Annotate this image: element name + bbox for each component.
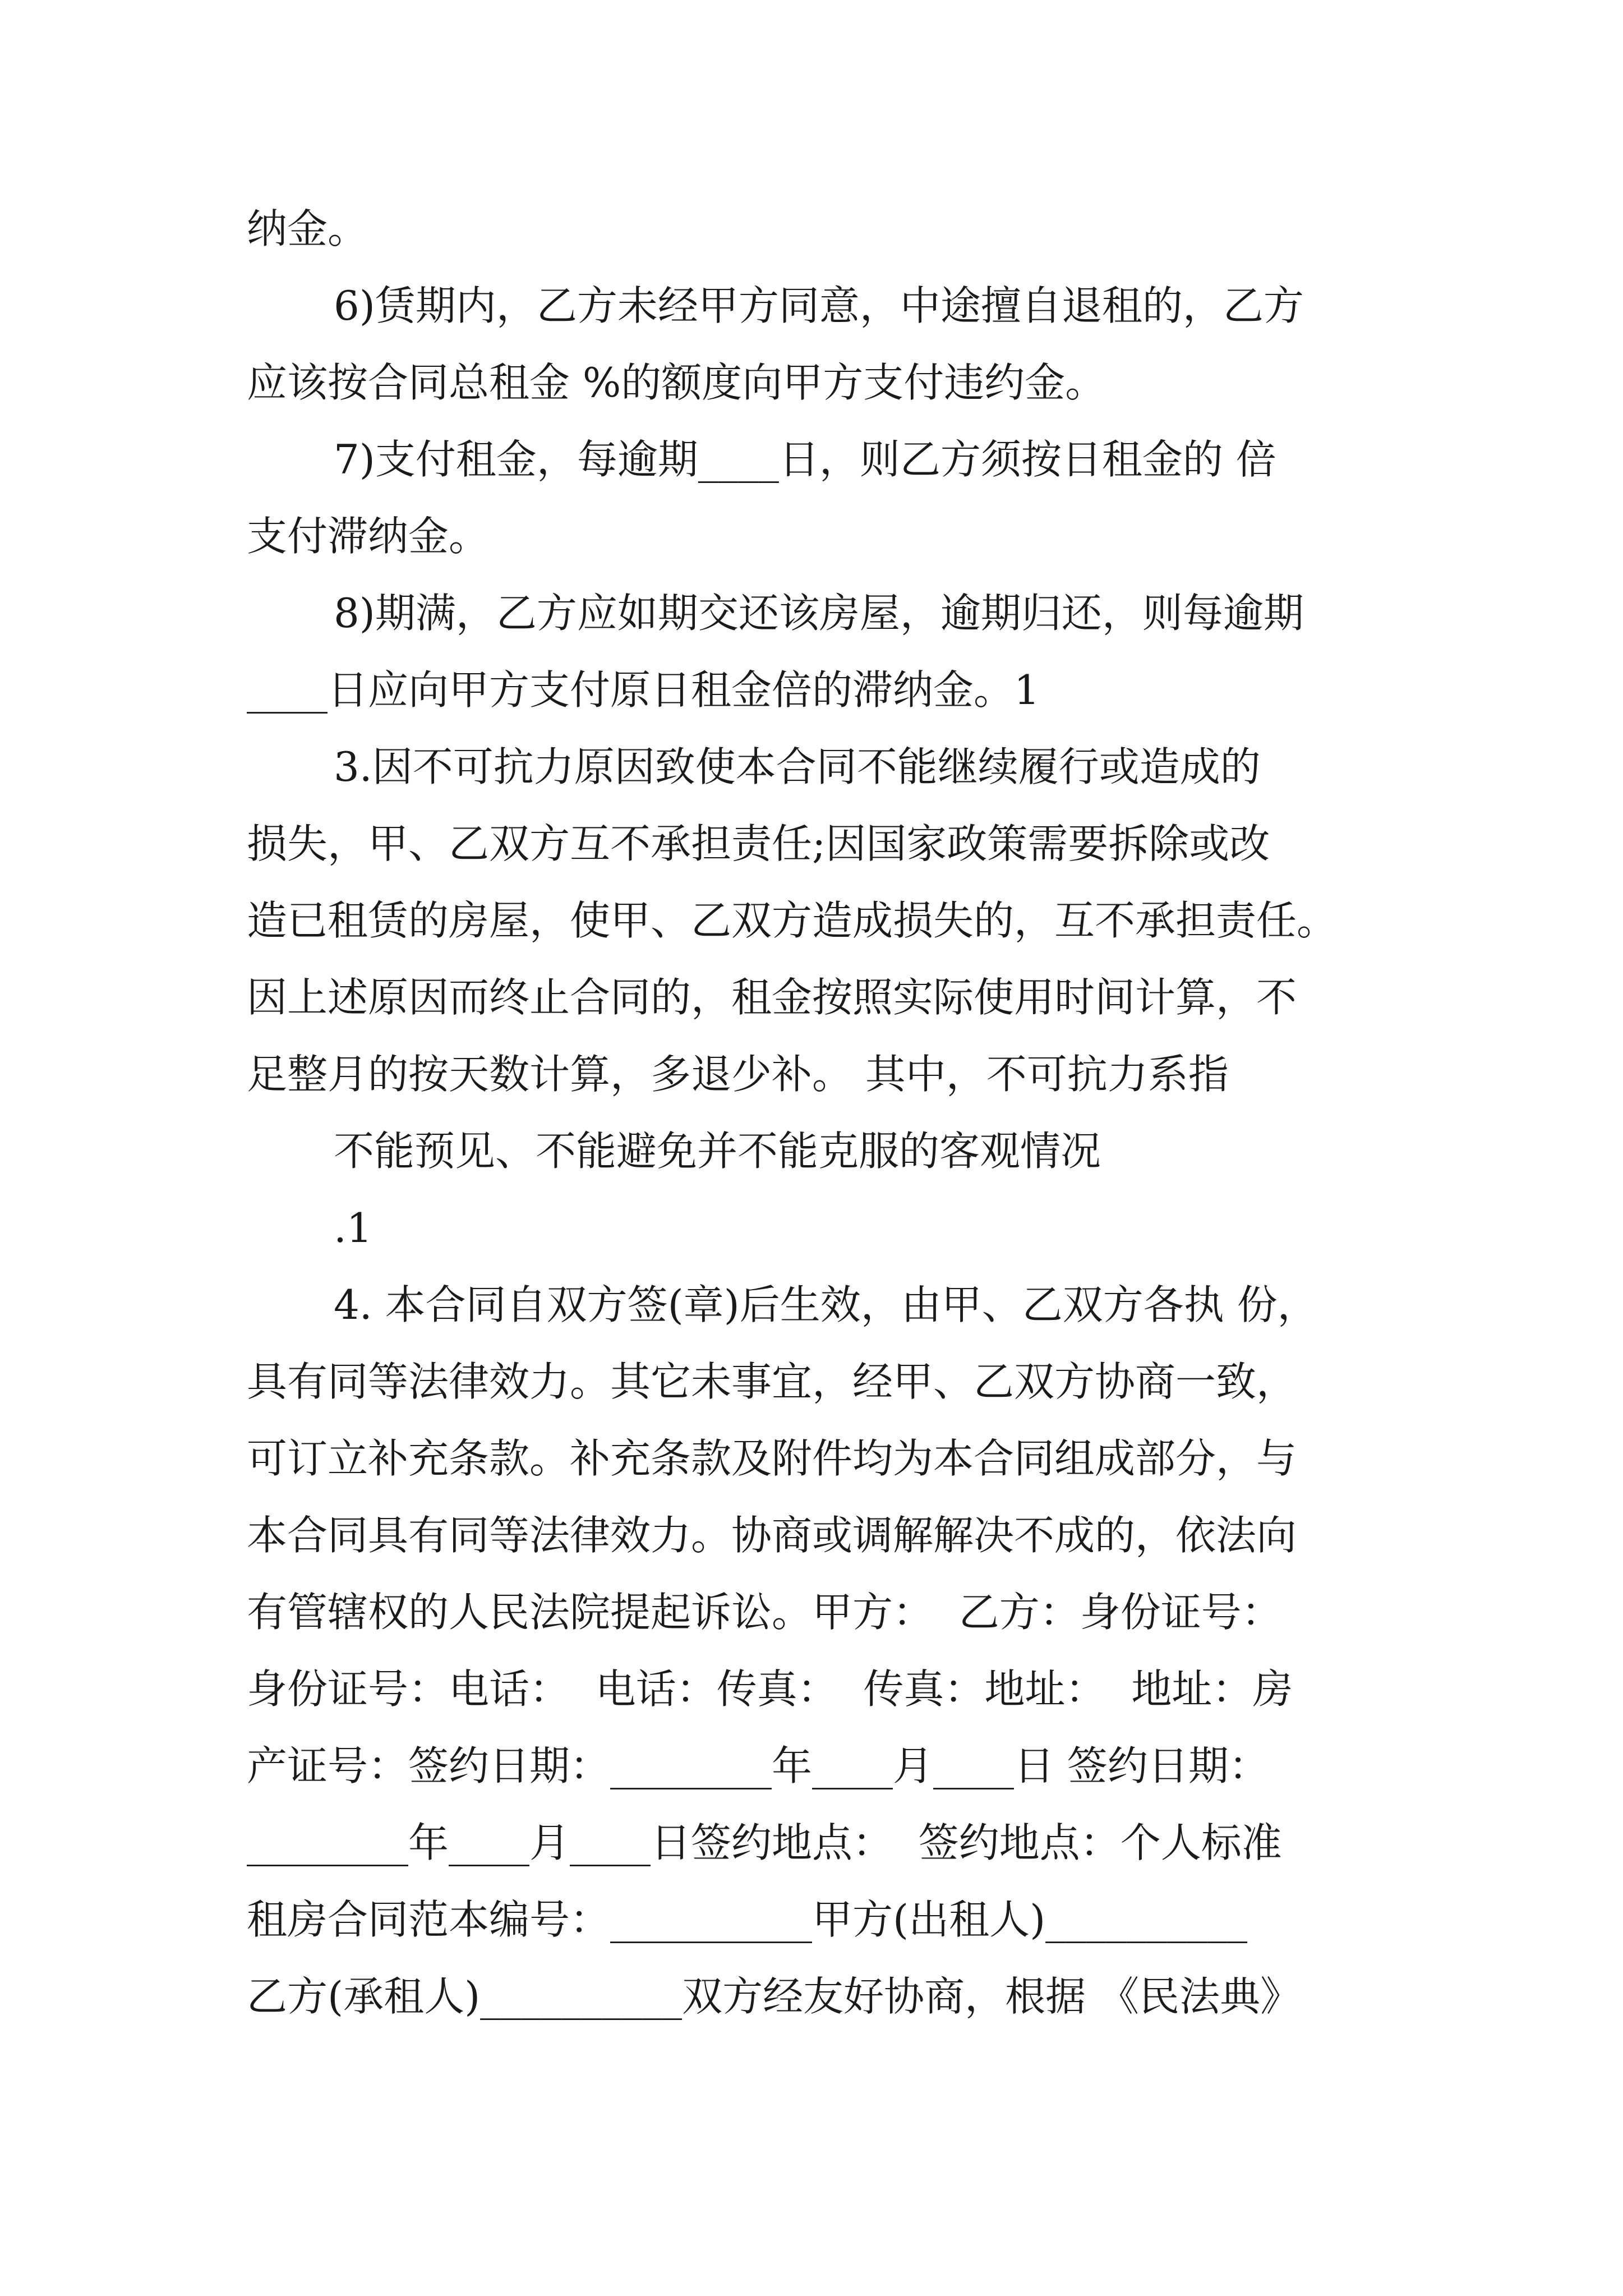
text-line: 造已租赁的房屋，使甲、乙双方造成损失的，互不承担责任。 — [247, 897, 1338, 944]
text-line: 损失，甲、乙双方互不承担责任;因国家政策需要拆除或改 — [247, 820, 1270, 867]
text-line: 7)支付租金，每逾期____日，则乙方须按日租金的 倍 — [334, 436, 1276, 483]
text-line: 有管辖权的人民法院提起诉讼。甲方： 乙方：身份证号： — [247, 1589, 1282, 1636]
text-line: 因上述原因而终止合同的，租金按照实际使用时间计算，不 — [247, 974, 1297, 1021]
text-line: 不能预见、不能避免并不能克服的客观情况 — [334, 1128, 1101, 1175]
text-line: 8)期满，乙方应如期交还该房屋，逾期归还，则每逾期 — [334, 590, 1304, 637]
text-line: 应该按合同总租金 %的额度向甲方支付违约金。 — [247, 359, 1106, 406]
text-line: .1 — [334, 1204, 372, 1251]
text-line: 6)赁期内，乙方未经甲方同意，中途擅自退租的，乙方 — [334, 282, 1304, 329]
text-line: ____日应向甲方支付原日租金倍的滞纳金。1 — [247, 666, 1040, 714]
text-line: 纳金。 — [247, 205, 368, 252]
text-line: 3.因不可抗力原因致使本合同不能继续履行或造成的 — [334, 743, 1261, 790]
text-line: 足整月的按天数计算，多退少补。 其中，不可抗力系指 — [247, 1051, 1229, 1098]
text-line: ________年____月____日签约地点： 签约地点：个人标准 — [247, 1819, 1282, 1866]
text-line: 身份证号：电话： 电话：传真： 传真：地址： 地址：房 — [247, 1665, 1293, 1713]
text-line: 可订立补充条款。补充条款及附件均为本合同组成部分，与 — [247, 1435, 1297, 1482]
text-line: 4. 本合同自双方签(章)后生效，由甲、乙双方各执 份， — [334, 1281, 1318, 1328]
text-line: 产证号：签约日期：________年____月____日 签约日期： — [247, 1742, 1269, 1789]
text-line: 本合同具有同等法律效力。协商或调解解决不成的，依法向 — [247, 1512, 1297, 1559]
text-line: 支付滞纳金。 — [247, 513, 490, 560]
text-line: 具有同等法律效力。其它未事宜，经甲、乙双方协商一致， — [247, 1358, 1297, 1405]
text-line: 乙方(承租人)__________双方经友好协商，根据 《民法典》 — [247, 1973, 1301, 2020]
text-line: 租房合同范本编号：__________甲方(出租人)__________ — [247, 1896, 1248, 1943]
contract-text — [247, 191, 1391, 2035]
